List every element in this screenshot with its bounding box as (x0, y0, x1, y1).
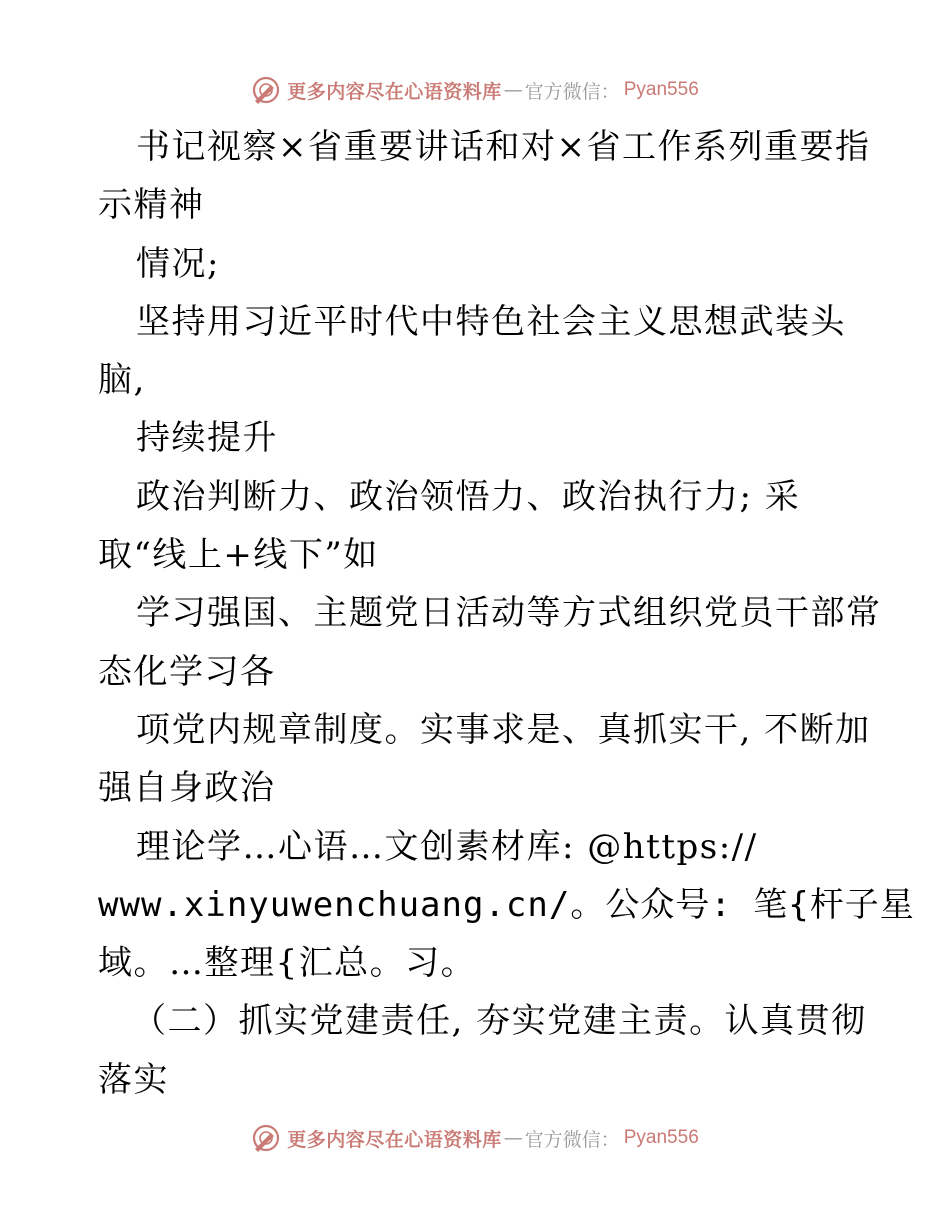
section-heading-line: （二）抓实党建责任, 夯实党建主责。认真贯彻 (132, 1001, 867, 1042)
body-line: 学习强国、主题党日活动等方式组织党员干部常 (136, 593, 882, 634)
body-line: 项党内规章制度。实事求是、真抓实干, 不断加 (136, 709, 871, 750)
body-line: 取“线上+线下”如 (98, 535, 379, 576)
body-line: 理论学…心语…文创素材库: @https:// (136, 826, 758, 867)
footer-brand: 更多内容尽在心语资料库 (287, 1128, 502, 1151)
footer-watermark (0, 1118, 950, 1158)
body-line: 政治判断力、政治领悟力、政治执行力; 采 (136, 476, 801, 517)
pen-logo-icon (251, 75, 281, 105)
body-line-url: www.xinyuwenchuang.cn/。公众号: 笔{杆子星 (98, 884, 915, 925)
body-line: 书记视察×省重要讲话和对×省工作系列重要指 (136, 127, 871, 167)
body-line: 强自身政治 (98, 768, 276, 809)
footer-wechat-id: Pyan556 (623, 1127, 699, 1148)
header-wechat-id: Pyan556 (623, 79, 699, 100)
body-line: 示精神 (98, 185, 205, 226)
body-line: 域。…整理{汇总。习。 (98, 943, 477, 984)
body-line: 坚持用习近平时代中特色社会主义思想武装头 (136, 301, 846, 342)
body-line: 持续提升 (136, 418, 278, 459)
header-separator: — (503, 79, 523, 101)
footer-wechat-label: 官方微信： (524, 1128, 620, 1151)
header-wechat-label: 官方微信： (524, 80, 620, 103)
body-line: 落实 (98, 1059, 169, 1100)
footer-separator: — (503, 1127, 523, 1149)
body-line: 情况; (136, 243, 220, 284)
header-watermark (0, 70, 950, 110)
document-body (98, 118, 915, 1109)
body-line: 态化学习各 (98, 651, 276, 692)
body-line: 脑, (98, 360, 146, 401)
pen-logo-icon (251, 1123, 281, 1153)
header-brand: 更多内容尽在心语资料库 (287, 80, 502, 103)
